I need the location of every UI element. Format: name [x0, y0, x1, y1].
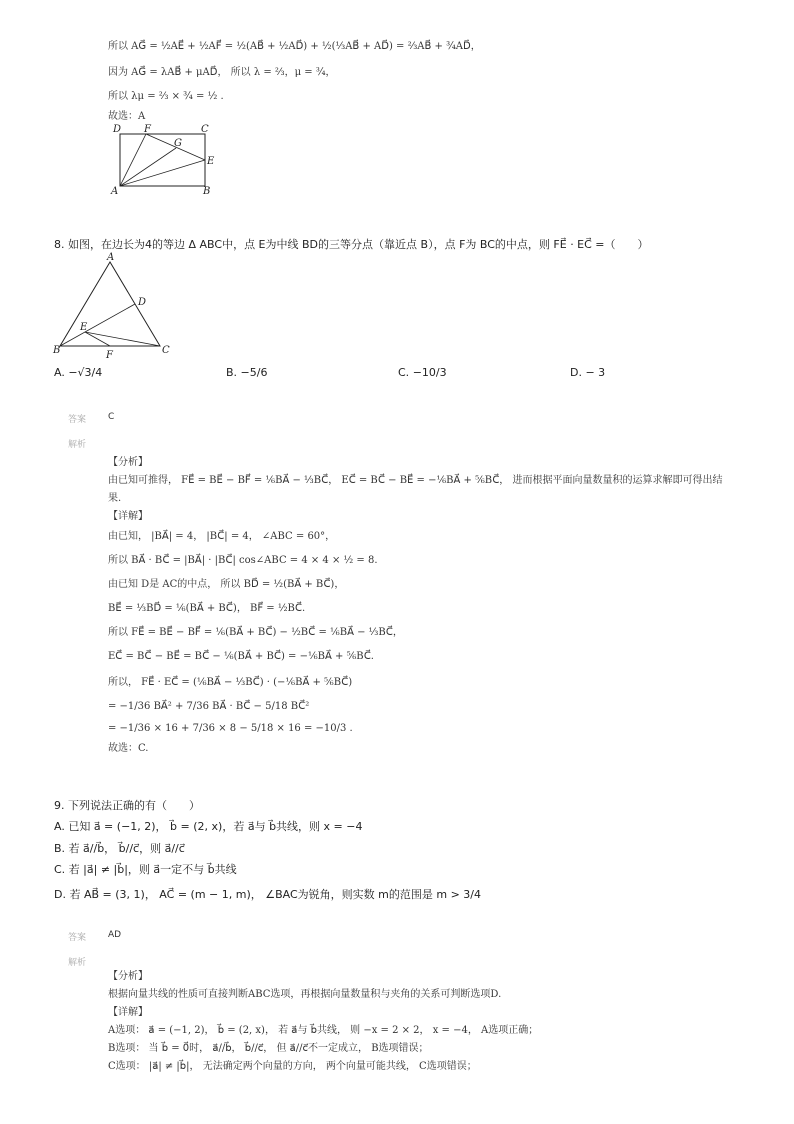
q7-label-a: A	[111, 186, 119, 195]
q8-option-b-value: −5/6	[240, 366, 268, 379]
q7-rectangle-figure	[108, 120, 228, 195]
q7-label-c: C	[201, 124, 209, 135]
q8-triangle-figure	[52, 250, 177, 362]
q8-label-f: F	[106, 350, 113, 361]
q7-label-d: D	[113, 124, 122, 135]
q7-label-f: F	[144, 124, 151, 135]
q9-line-6: C选项： |a⃗| ≠ |b⃗|， 无法确定两个向量的方向， 两个向量可能共线， C选项错误；	[108, 1061, 477, 1072]
q7-label-g: G	[174, 138, 182, 149]
q9-option-c[interactable]: C. 若 |a⃗| ≠ |b⃗|，则 a⃗一定不与 b⃗共线	[54, 863, 237, 876]
q9-analysis-tag: 解析	[68, 958, 87, 968]
q8-option-a-label: A.	[54, 366, 65, 379]
q9-answer-tag: 答案	[68, 933, 87, 943]
q8-line-10: EC⃗ = BC⃗ − BE⃗ = BC⃗ − ⅙(BA⃗ + BC⃗) = −⅙BA⃗ + ⅚BC⃗.	[108, 651, 374, 662]
q8-line-11: 所以， FE⃗ · EC⃗ = (⅙BA⃗ − ⅓BC⃗) · (−⅙BA⃗ + ⅚BC⃗)	[108, 677, 353, 688]
q8-answer: C	[108, 412, 115, 422]
q9-option-d[interactable]: D. 若 AB⃗ = (3, 1)， AC⃗ = (m − 1, m)， ∠BAC为锐角，则实数 m的范围是 m > 3/4	[54, 888, 482, 901]
q7-line-3: 所以 λμ = ⅔ × ¾ = ½ .	[108, 91, 224, 102]
q8-option-b-label: B.	[226, 366, 238, 379]
q7-line-4: 故选：A	[108, 111, 146, 122]
q8-label-d: D	[138, 297, 147, 308]
q8-option-a[interactable]	[54, 366, 102, 379]
q8-line-4: 【详解】	[108, 511, 148, 522]
q8-line-6: 所以 BA⃗ · BC⃗ = |BA⃗| · |BC⃗| cos∠ABC = 4 × 4 × ½ = 8.	[108, 555, 378, 566]
q8-label-e: E	[80, 322, 88, 333]
q8-line-1: 【分析】	[108, 457, 148, 468]
q8-line-5: 由已知， |BA⃗| = 4， |BC⃗| = 4， ∠ABC = 60°，	[108, 531, 336, 542]
q8-line-2: 由已知可推得， FE⃗ = BE⃗ − BF⃗ = ⅙BA⃗ − ⅓BC⃗， EC⃗ = BC⃗ − BE⃗ = −⅙BA⃗ + ⅚BC⃗， 进而根据平面向量数量积的运算求解即可得出结	[108, 475, 723, 486]
q8-line-7: 由已知 D是 AC的中点， 所以 BD⃗ = ½(BA⃗ + BC⃗)，	[108, 579, 345, 590]
q8-option-c-label: C.	[398, 366, 410, 379]
q9-line-2: 根据向量共线的性质可直接判断ABC选项，再根据向量数量积与夹角的关系可判断选项D.	[108, 989, 502, 1000]
q9-line-1: 【分析】	[108, 971, 148, 982]
q9-option-a[interactable]: A. 已知 a⃗ = (−1, 2)， b⃗ = (2, x)，若 a⃗与 b⃗共线，则 x = −4	[54, 820, 363, 833]
q8-option-a-value: −√3/4	[68, 366, 103, 379]
q8-option-d[interactable]	[570, 366, 605, 379]
q8-line-8: BE⃗ = ⅓BD⃗ = ⅙(BA⃗ + BC⃗)， BF⃗ = ½BC⃗.	[108, 603, 306, 614]
q8-line-14: 故选：C.	[108, 743, 149, 754]
q8-option-d-label: D.	[570, 366, 582, 379]
q8-label-c: C	[162, 345, 170, 356]
q8-option-c-value: −10/3	[412, 366, 447, 379]
q8-label-a: A	[107, 252, 115, 263]
q8-stem: 8. 如图，在边长为4的等边 Δ ABC中，点 E为中线 BD的三等分点（靠近点 B），点 F为 BC的中点，则 FE⃗ · EC⃗ =（ ）	[54, 238, 649, 251]
q8-answer-tag: 答案	[68, 415, 87, 425]
q9-line-5: B选项： 当 b⃗ = 0⃗时， a⃗//b⃗， b⃗//c⃗， 但 a⃗//c⃗不一定成立， B选项错误；	[108, 1043, 429, 1054]
q8-option-d-value: − 3	[585, 366, 606, 379]
q8-option-c[interactable]	[398, 366, 447, 379]
q9-option-b[interactable]: B. 若 a⃗//b⃗， b⃗//c⃗，则 a⃗//c⃗	[54, 842, 185, 855]
q7-line-2: 因为 AG⃗ = λAB⃗ + μAD⃗， 所以 λ = ⅔，μ = ¾，	[108, 67, 336, 78]
q8-label-b: B	[53, 345, 61, 356]
q8-line-9: 所以 FE⃗ = BE⃗ − BF⃗ = ⅙(BA⃗ + BC⃗) − ½BC⃗ = ⅙BA⃗ − ⅓BC⃗，	[108, 627, 403, 638]
q8-option-b[interactable]	[226, 366, 267, 379]
q8-line-12: = −1/36 BA⃗² + 7/36 BA⃗ · BC⃗ − 5/18 BC⃗²	[108, 701, 310, 712]
q9-stem: 9. 下列说法正确的有（ ）	[54, 799, 200, 812]
q8-line-3: 果.	[108, 493, 122, 504]
q9-line-4: A选项： a⃗ = (−1, 2)， b⃗ = (2, x)， 若 a⃗与 b⃗共线， 则 −x = 2 × 2， x = −4， A选项正确；	[108, 1025, 539, 1036]
q8-analysis-tag: 解析	[68, 440, 87, 450]
q9-line-3: 【详解】	[108, 1007, 148, 1018]
q7-label-b: B	[203, 186, 211, 195]
q8-line-13: = −1/36 × 16 + 7/36 × 8 − 5/18 × 16 = −10/3 .	[108, 723, 353, 734]
q7-line-1: 所以 AG⃗ = ½AE⃗ + ½AF⃗ = ½(AB⃗ + ½AD⃗) + ½(⅓AB⃗ + AD⃗) = ⅔AB⃗ + ¾AD⃗，	[108, 41, 481, 52]
q7-label-e: E	[207, 156, 215, 167]
q9-answer: AD	[108, 930, 122, 940]
